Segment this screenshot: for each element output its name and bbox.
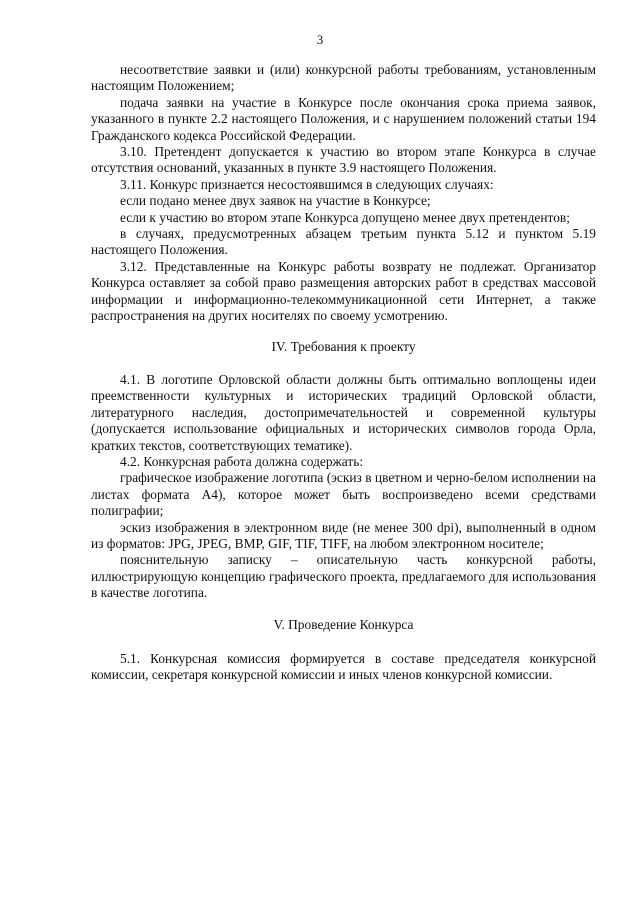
paragraph-3-11-case-2: если к участию во втором этапе Конкурса допущено менее двух претендентов; (120, 209, 570, 225)
section-heading-4: IV. Требования к проекту (271, 338, 416, 354)
paragraph-list-item-2: подача заявки на участие в Конкурсе после окончания срока приема заявок, указанного в пункте 2.2 настоящего Положения, и с нарушением положений статьи 194 Гражданского кодекса Российской Федерации. (91, 94, 596, 143)
page-number: 3 (316, 32, 324, 47)
paragraph-3-12: 3.12. Представленные на Конкурс работы возврату не подлежат. Организатор Конкурса оставляет за собой право размещения авторских работ в средствах массовой информации и информационно-телекоммуникационной сети Интернет, а также распространения на других носителях по своему усмотрению. (91, 258, 596, 324)
paragraph-3-11-case-3: в случаях, предусмотренных абзацем третьим пункта 5.12 и пунктом 5.19 настоящего Положения. (91, 226, 596, 258)
paragraph-4-2-item-1: графическое изображение логотипа (эскиз в цветном и черно-белом исполнении на листах формата А4), которое может быть воспроизведено всеми средствами полиграфии; (91, 470, 596, 519)
paragraph-4-1: 4.1. В логотипе Орловской области должны быть оптимально воплощены идеи преемственности культурных и исторических традиций Орловской области, литературного наследия, достопримечательностей и современной культуры (допускается использование официальных и исторических символов города Орла, кратких текстов, соответствующих тематике). (91, 371, 596, 453)
paragraph-5-1: 5.1. Конкурсная комиссия формируется в составе председателя конкурсной комиссии, секретаря конкурсной комиссии и иных членов конкурсной комиссии. (91, 651, 596, 683)
document-body (91, 62, 596, 684)
paragraph-list-item-1: несоответствие заявки и (или) конкурсной работы требованиям, установленным настоящим Положением; (91, 62, 596, 94)
paragraph-3-11-case-1: если подано менее двух заявок на участие в Конкурсе; (120, 193, 431, 209)
paragraph-3-11: 3.11. Конкурс признается несостоявшимся в следующих случаях: (120, 176, 494, 192)
paragraph-4-2: 4.2. Конкурсная работа должна содержать: (120, 453, 364, 469)
paragraph-3-10: 3.10. Претендент допускается к участию во втором этапе Конкурса в случае отсутствия оснований, указанных в пункте 3.9 настоящего Положения. (91, 144, 596, 176)
section-heading-5: V. Проведение Конкурса (273, 616, 414, 632)
paragraph-4-2-item-3: пояснительную записку – описательную часть конкурсной работы, иллюстрирующую концепцию графического проекта, предлагаемого для использования в качестве логотипа. (91, 552, 596, 601)
paragraph-4-2-item-2: эскиз изображения в электронном виде (не менее 300 dpi), выполненный в одном из форматов: JPG, JPEG, BMP, GIF, TIF, TIFF, на любом электронном носителе; (91, 519, 596, 551)
